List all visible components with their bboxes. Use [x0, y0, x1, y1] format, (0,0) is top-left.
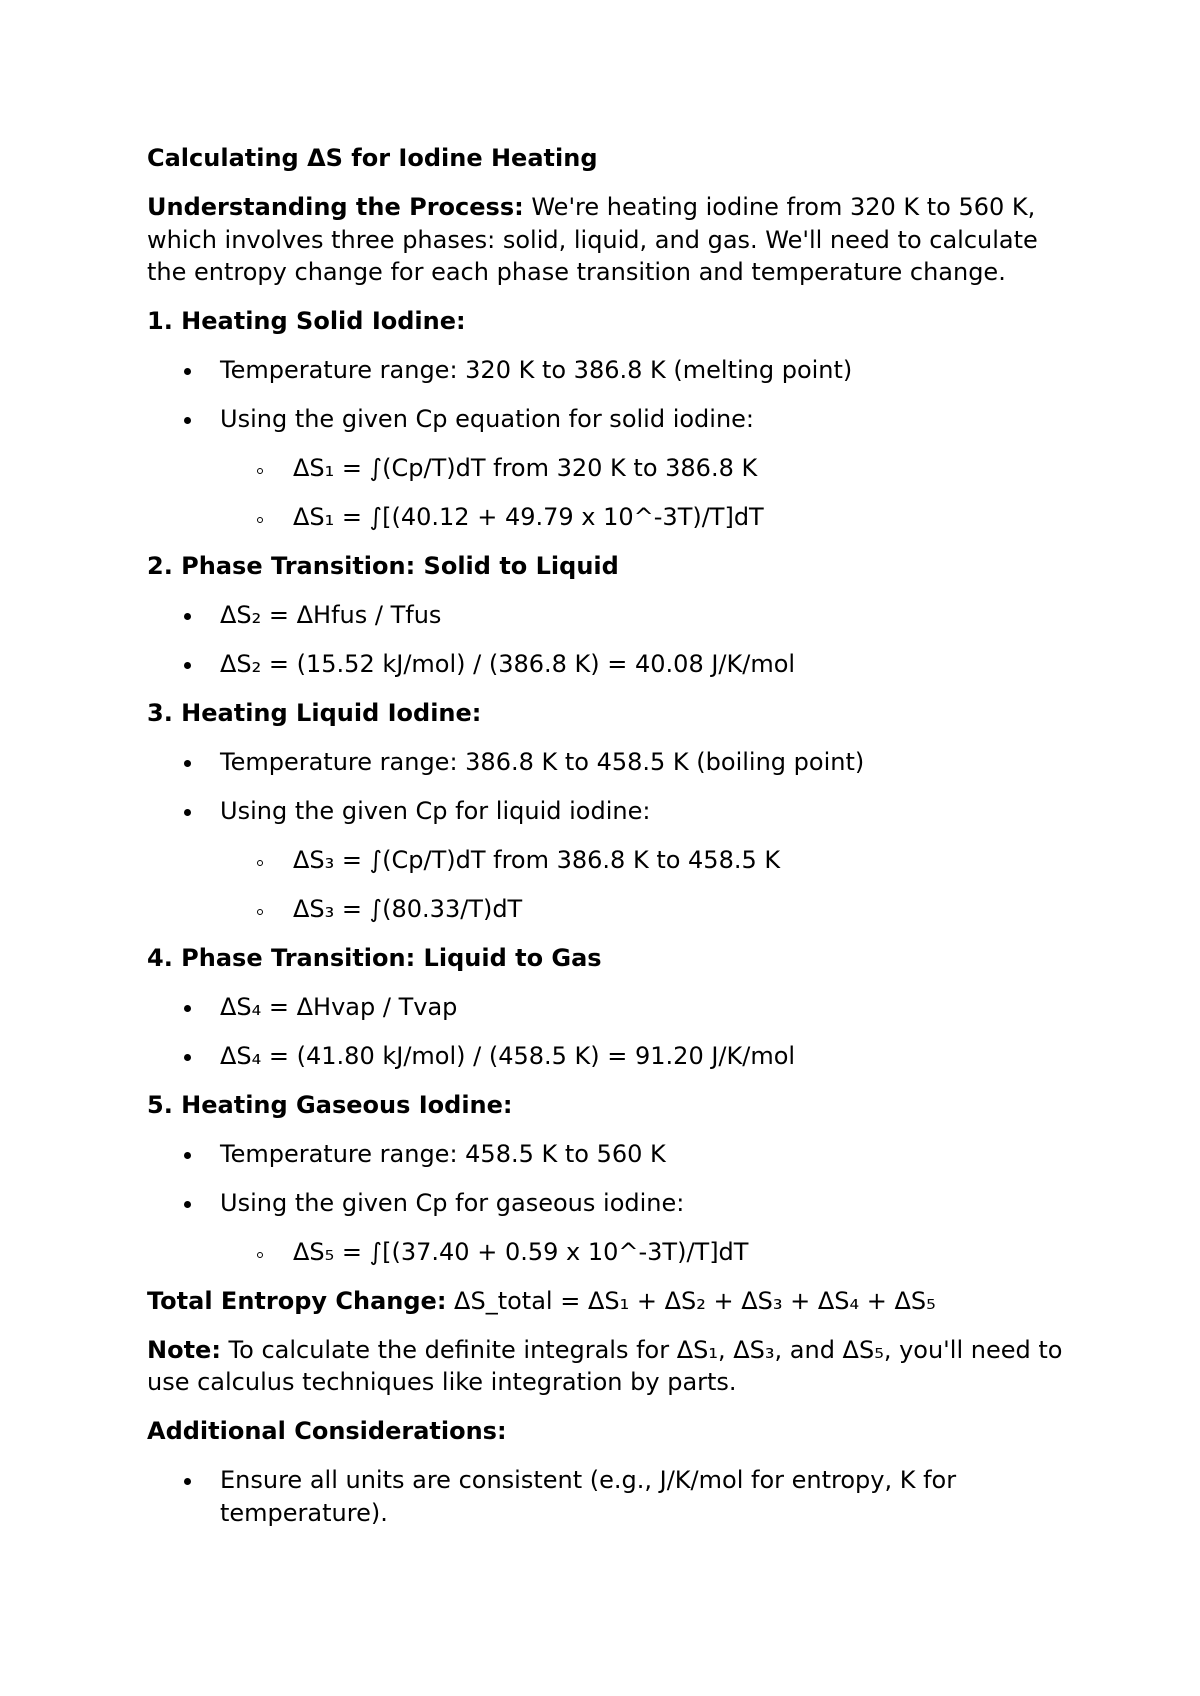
- additional-heading: Additional Considerations:: [147, 1416, 507, 1445]
- note-label: Note:: [147, 1335, 221, 1364]
- sub-bullet-list: [147, 844, 1077, 926]
- intro-label: Understanding the Process:: [147, 193, 524, 221]
- list-item: Using the given Cp equation for solid iodine:: [147, 403, 1077, 436]
- sub-list-item: ΔS₅ = ∫[(37.40 + 0.59 x 10^-3T)/T]dT: [147, 1236, 1077, 1269]
- bullet-list: [147, 354, 1077, 436]
- total-label: Total Entropy Change:: [147, 1286, 447, 1315]
- list-item: ΔS₂ = (15.52 kJ/mol) / (386.8 K) = 40.08 J/K/mol: [147, 648, 1077, 681]
- list-item: Temperature range: 320 K to 386.8 K (melting point): [147, 354, 1077, 387]
- section-heading: 4. Phase Transition: Liquid to Gas: [147, 943, 602, 972]
- sub-list-item: ΔS₁ = ∫[(40.12 + 49.79 x 10^-3T)/T]dT: [147, 501, 1077, 534]
- note-paragraph: [147, 1334, 1077, 1399]
- intro-paragraph: [147, 191, 1077, 289]
- intro-text: We're heating iodine from 320 K to 560 K, which involves three phases: solid, liquid, and gas. We'll need to calculate the entropy change for each phase transition and temperature change.: [147, 193, 1038, 286]
- document-title: Calculating ΔS for Iodine Heating: [147, 144, 598, 172]
- sub-list-item: ΔS₃ = ∫(80.33/T)dT: [147, 893, 1077, 926]
- list-item: Ensure all units are consistent (e.g., J/K/mol for entropy, K for temperature).: [147, 1464, 1077, 1530]
- section-heading: 2. Phase Transition: Solid to Liquid: [147, 551, 619, 580]
- sub-list-item: ΔS₁ = ∫(Cp/T)dT from 320 K to 386.8 K: [147, 452, 1077, 485]
- list-item: Using the given Cp for liquid iodine:: [147, 795, 1077, 828]
- section-heading: 1. Heating Solid Iodine:: [147, 306, 466, 335]
- sub-bullet-list: [147, 452, 1077, 534]
- list-item: Temperature range: 386.8 K to 458.5 K (boiling point): [147, 746, 1077, 779]
- bullet-list: [147, 1464, 1077, 1530]
- document-page: [147, 142, 1077, 1546]
- bullet-list: [147, 746, 1077, 828]
- bullet-list: [147, 599, 1077, 681]
- bullet-list: [147, 991, 1077, 1073]
- bullet-list: [147, 1138, 1077, 1220]
- list-item: Using the given Cp for gaseous iodine:: [147, 1187, 1077, 1220]
- section-heading: 5. Heating Gaseous Iodine:: [147, 1090, 513, 1119]
- section-heading: 3. Heating Liquid Iodine:: [147, 698, 482, 727]
- note-text: To calculate the definite integrals for ΔS₁, ΔS₃, and ΔS₅, you'll need to use calculus techniques like integration by parts.: [147, 1335, 1063, 1396]
- list-item: ΔS₄ = ΔHvap / Tvap: [147, 991, 1077, 1024]
- list-item: ΔS₄ = (41.80 kJ/mol) / (458.5 K) = 91.20 J/K/mol: [147, 1040, 1077, 1073]
- total-entropy-line: [147, 1285, 1077, 1318]
- list-item: Temperature range: 458.5 K to 560 K: [147, 1138, 1077, 1171]
- sub-list-item: ΔS₃ = ∫(Cp/T)dT from 386.8 K to 458.5 K: [147, 844, 1077, 877]
- total-text: ΔS_total = ΔS₁ + ΔS₂ + ΔS₃ + ΔS₄ + ΔS₅: [446, 1286, 936, 1315]
- list-item: ΔS₂ = ΔHfus / Tfus: [147, 599, 1077, 632]
- sub-bullet-list: [147, 1236, 1077, 1269]
